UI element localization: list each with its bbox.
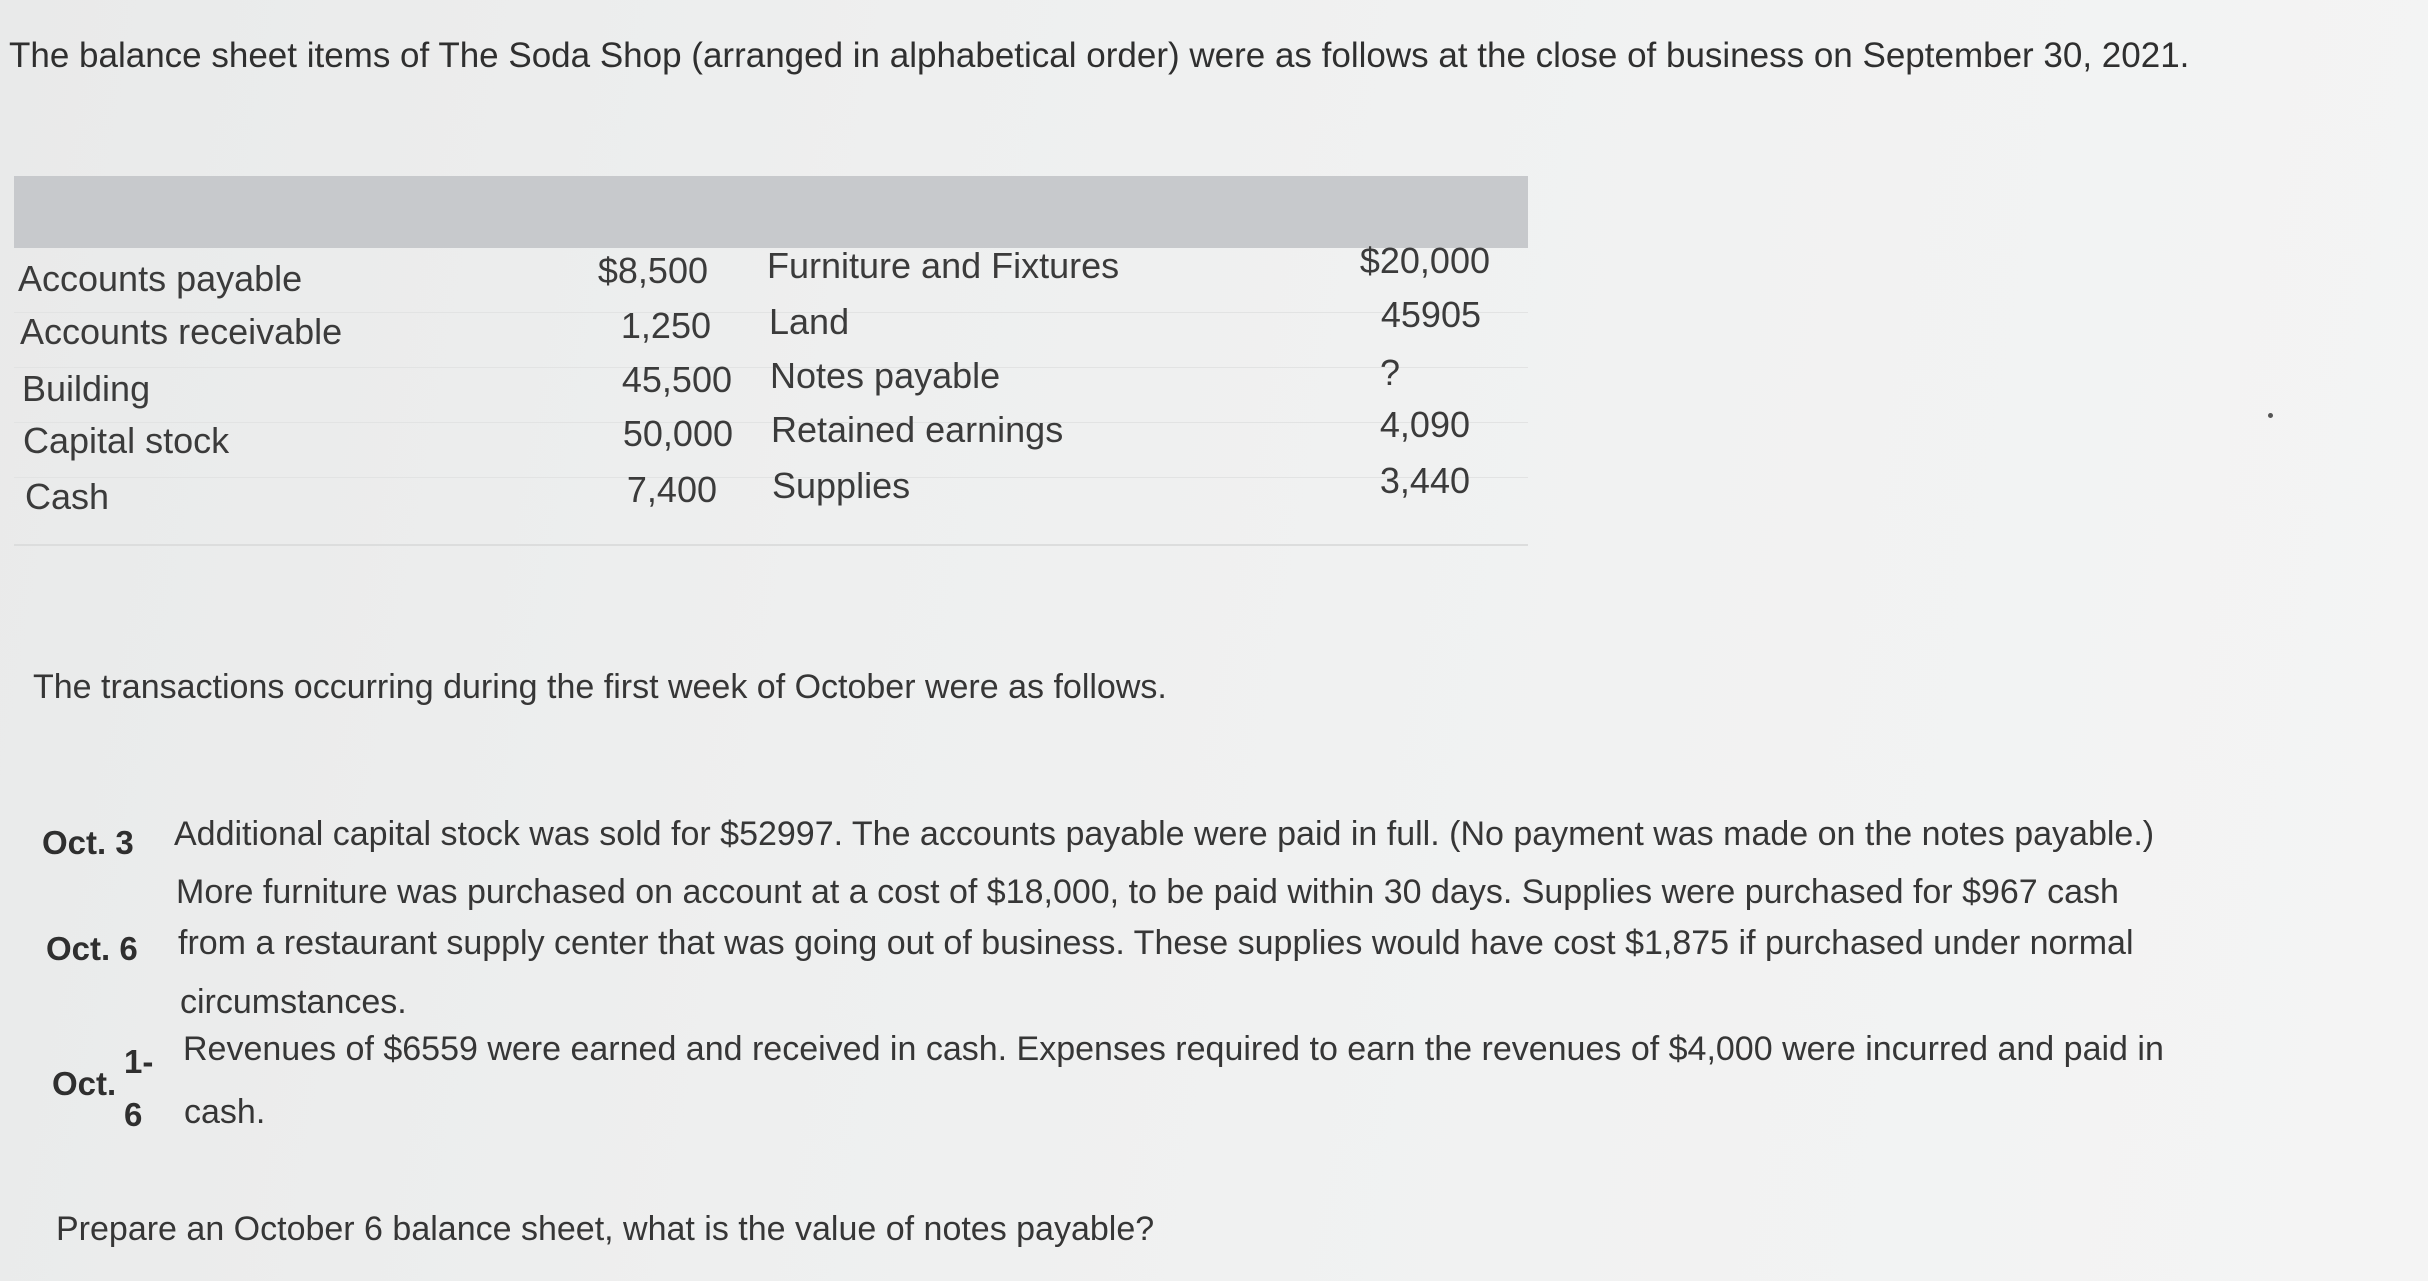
transaction-date-month: Oct. [52, 1065, 117, 1102]
item-amount: ? [1379, 352, 1400, 393]
question-text: Prepare an October 6 balance sheet, what is the value of notes payable? [56, 1210, 1155, 1248]
transactions-intro: The transactions occurring during the first week of October were as follows. [33, 668, 1167, 706]
item-amount: 1,250 [620, 305, 711, 346]
transaction-text: cash. [184, 1093, 266, 1131]
transaction-date: Oct. 6 [46, 930, 138, 967]
table-header-bar [14, 176, 1528, 248]
transaction-text: circumstances. [180, 983, 407, 1021]
item-label: Supplies [772, 465, 911, 506]
transaction-text: Additional capital stock was sold for $52997. The accounts payable were paid in full. (No payment was made on the notes payable.) [174, 815, 2155, 853]
transaction-date: Oct. 3 [42, 824, 134, 861]
item-amount: 45905 [1380, 294, 1481, 335]
item-amount: 45,500 [621, 359, 732, 400]
item-label: Accounts receivable [20, 311, 343, 352]
item-label: Retained earnings [771, 409, 1064, 450]
item-label: Accounts payable [18, 258, 303, 299]
item-label: Cash [25, 476, 110, 517]
item-label: Capital stock [23, 420, 230, 461]
item-label: Building [22, 368, 151, 409]
item-amount: 7,400 [626, 469, 717, 510]
item-amount: 3,440 [1379, 460, 1470, 501]
transaction-date-day: 6 [124, 1096, 143, 1133]
transaction-text: More furniture was purchased on account at a cost of $18,000, to be paid within 30 days. Supplies were purchased for $967 cash [176, 873, 2119, 911]
item-label: Land [769, 301, 850, 342]
item-amount: 50,000 [622, 413, 733, 454]
item-amount: 4,090 [1379, 404, 1470, 445]
item-label: Furniture and Fixtures [767, 245, 1120, 286]
transaction-date-prefix: 1- [124, 1043, 154, 1080]
transaction-text: from a restaurant supply center that was going out of business. These supplies would have cost $1,875 if purchased under normal [178, 924, 2134, 962]
item-label: Notes payable [770, 355, 1001, 396]
stray-dot [2268, 413, 2273, 418]
table-bottom-rule [14, 544, 1528, 546]
transaction-text: Revenues of $6559 were earned and received in cash. Expenses required to earn the revenues of $4,000 were incurred and paid in [183, 1030, 2164, 1068]
item-amount: $8,500 [597, 250, 708, 291]
problem-intro: The balance sheet items of The Soda Shop (arranged in alphabetical order) were as follows at the close of business on September 30, 2021. [9, 36, 2190, 75]
item-amount: $20,000 [1359, 240, 1490, 281]
